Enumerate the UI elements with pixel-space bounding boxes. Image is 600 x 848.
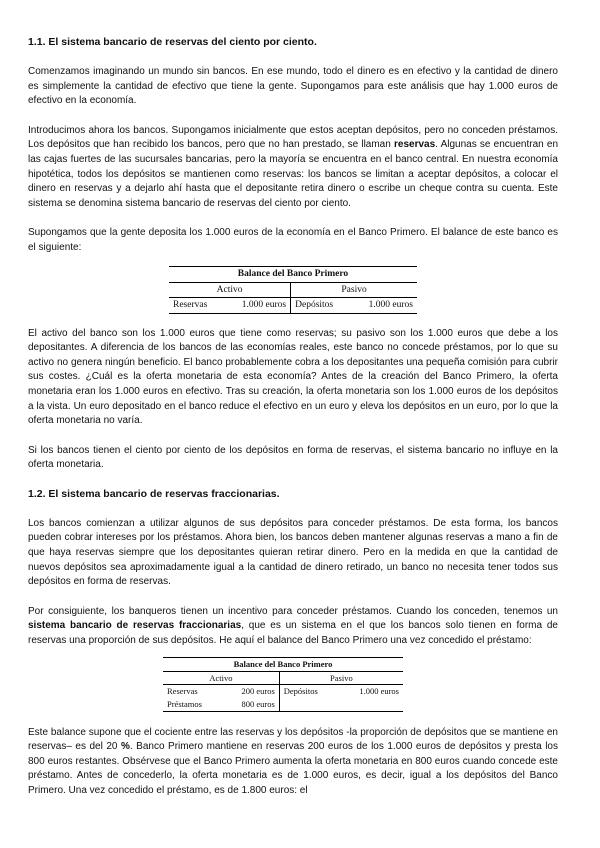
text-span: . Algunas se encuentran en las cajas fuertes de las sucursales bancarias, pero la mayoría se encuentra en el banco central. En nuestra economía hipotética, todos los depósitos se mantienen como reservas: los bancos se limitan a aceptar depósitos, a colocar el dinero en reservas y a dejarlo ahí hasta que el depositante retira dinero o escribe un cheque contra su cuenta. Este sistema se denomina sistema bancario de reservas del ciento por ciento.	[28, 139, 558, 209]
bold-term: reservas	[394, 139, 436, 151]
paragraph	[28, 124, 558, 212]
table-cell: 1.000 euros	[223, 297, 291, 313]
table-title: Balance del Banco Primero	[169, 266, 417, 283]
table-cell-empty	[338, 698, 403, 712]
text-span: Este balance supone que el cociente entre las reservas y los depósitos -la proporción de depósitos que se mantiene en reservas– es del 20	[28, 726, 558, 753]
table-cell: 1.000 euros	[359, 685, 399, 696]
table-header-pasivo: Pasivo	[291, 283, 417, 298]
text-span: . Banco Primero mantiene en reservas 200 euros de los 1.000 euros de depósitos y presta los 800 euros restantes. Obsérvese que el Banco Primero aumenta la oferta monetaria en 800 euros cuando concede este préstamo. Antes de concederlo, la oferta monetaria es de 1.000 euros, es decir, igual a los depósitos del Banco Primero. Una vez concedido el préstamo, es de 1.800 euros: el	[28, 741, 558, 796]
paragraph: Si los bancos tienen el ciento por ciento de los depósitos en forma de reservas, el sistema bancario no influye en la oferta monetaria.	[28, 444, 558, 471]
table-cell-empty	[279, 698, 337, 712]
table-header-activo: Activo	[163, 672, 279, 685]
balance-table-1	[169, 266, 417, 314]
table-cell: 800 euros	[222, 698, 279, 712]
paragraph: Supongamos que la gente deposita los 1.000 euros de la economía en el Banco Primero. El balance de este banco es el siguiente:	[28, 227, 558, 253]
bold-term: sistema bancario de reservas fraccionarias	[28, 620, 242, 632]
table-cell: 200 euros	[222, 684, 279, 698]
table-cell: 1.000 euros	[350, 297, 417, 313]
table-header-pasivo: Pasivo	[279, 672, 403, 685]
text-span: , que es un sistema en el que los bancos solo tienen en forma de reservas una proporción de sus depósitos. He aquí el balance del Banco Primero una vez concedido el préstamo:	[28, 620, 558, 647]
balance-table-2	[163, 657, 403, 712]
paragraph: El activo del banco son los 1.000 euros que tiene como reservas; su pasivo son los 1.000 euros que debe a los depositantes. A diferencia de los bancos de las economías reales, este banco no concede préstamos, por lo que su activo no genera ningún beneficio. El banco probablemente cobra a los depositantes una pequeña comisión para cubrir sus costes. ¿Cuál es la oferta monetaria de esta economía? Antes de la creación del Banco Primero, la oferta monetaria eran los 1.000 euros en efectivo. Tras su creación, la oferta monetaria son los 1.000 euros de los depósitos a la vista. Un euro depositado en el banco reduce el efectivo en un euro y eleva los depósitos en un euro, por lo que la oferta monetaria no varía.	[28, 327, 558, 427]
section-heading-1: 1.1. El sistema bancario de reservas del ciento por ciento.	[28, 36, 317, 48]
section-heading-2: 1.2. El sistema bancario de reservas fraccionarias.	[28, 487, 280, 500]
table-cell: Depósitos	[283, 685, 318, 696]
bold-term: %	[120, 741, 130, 753]
table-header-activo: Activo	[169, 283, 291, 298]
table-cell: Reservas	[167, 685, 198, 696]
table-cell: Reservas	[169, 297, 223, 313]
table-title: Balance del Banco Primero	[163, 657, 403, 672]
document-page	[28, 36, 558, 799]
paragraph: Comenzamos imaginando un mundo sin bancos. En ese mundo, todo el dinero es en efectivo y la cantidad de dinero es simplemente la cantidad de efectivo que tiene la gente. Supongamos para este análisis que hay 1.000 euros de efectivo en la economía.	[28, 66, 558, 107]
text-span: Introducimos ahora los bancos. Supongamos inicialmente que estos aceptan depósitos, pero no conceden préstamos. Los depósitos que han recibido los bancos, pero que no han prestado, se llaman	[28, 124, 558, 151]
paragraph	[28, 726, 558, 799]
table-cell: Depósitos	[291, 297, 350, 313]
paragraph: Los bancos comienzan a utilizar algunos de sus depósitos para conceder préstamos. De esta forma, los bancos pueden cobrar intereses por los préstamos. Ahora bien, los bancos deben mantener algunas reservas a mano a fin de que haya reservas siempre que los depositantes quieran retirar dinero. Pero en la medida en que la cantidad de nuevos depósitos sea aproximadamente igual a la cantidad de dinero retirado, un banco no necesita tener todos sus depósitos en forma de reservas.	[28, 517, 558, 588]
table-cell: Préstamos	[163, 698, 222, 712]
paragraph	[28, 605, 558, 649]
text-span: Por consiguiente, los banqueros tienen un incentivo para conceder préstamos. Cuando los conceden, tenemos un	[28, 605, 558, 617]
